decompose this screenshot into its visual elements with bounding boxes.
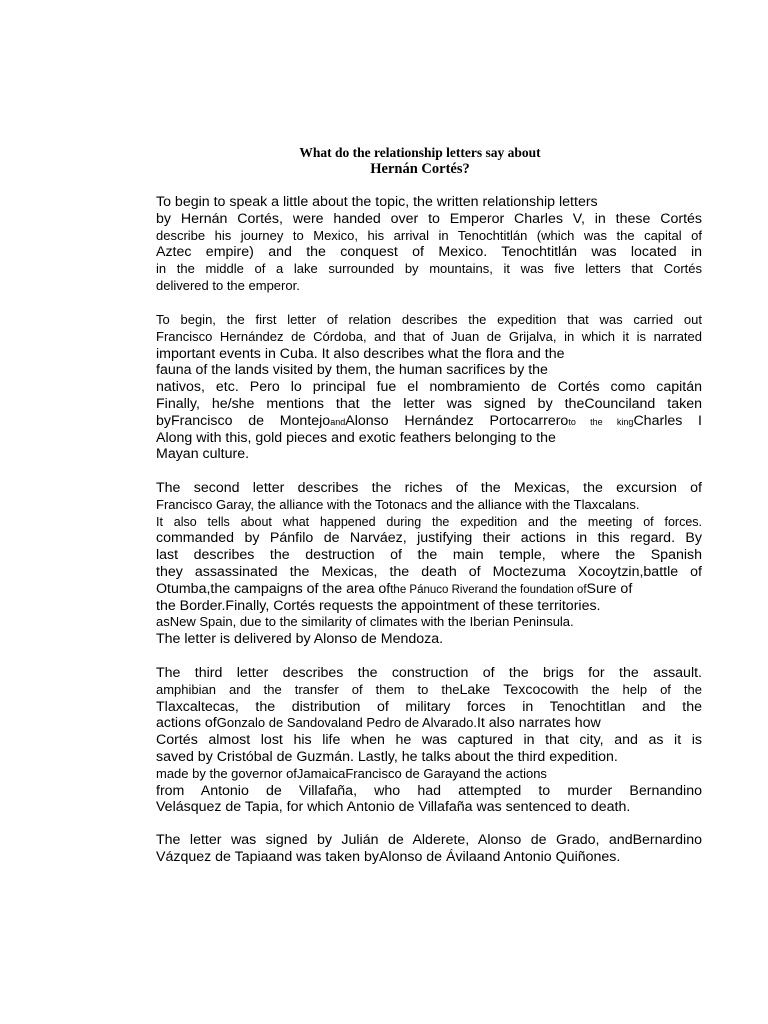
text-line: The letter is delivered by Alonso de Mendoza. bbox=[156, 631, 444, 648]
text-line: Francisco Garay, the alliance with the Totonacs and the alliance with the Tlaxcalans. bbox=[156, 496, 640, 512]
text-line: fauna of the lands visited by them, the human sacrifices by the bbox=[156, 362, 548, 379]
text-line: commanded by Pánfilo de Narváez, justifying their actions in this regard. By bbox=[156, 530, 702, 547]
text-span: Charles I bbox=[633, 412, 702, 429]
text-span: Alonso Hernández Portocarrero bbox=[345, 412, 569, 429]
text-line: It also tells about what happened during the expedition and the meeting of forces. bbox=[156, 514, 702, 529]
paragraph-2 bbox=[156, 312, 702, 463]
text-line: To begin, the first letter of relation describes the expedition that was carried out bbox=[156, 312, 702, 327]
text-span: Sure of bbox=[586, 580, 633, 597]
title-line-1: What do the relationship letters say about bbox=[299, 145, 541, 160]
text-line: Cortés almost lost his life when he was captured in that city, and as it is bbox=[156, 732, 702, 749]
text-line: saved by Cristóbal de Guzmán. Lastly, he talks about the third expedition. bbox=[156, 748, 618, 765]
text-line: The letter was signed by Julián de Alderete, Alonso de Grado, andBernardino bbox=[156, 832, 702, 848]
text-line: Vázquez de Tapiaand was taken byAlonso de Ávilaand Antonio Quiñones. bbox=[156, 848, 621, 865]
text-span: Otumba,the campaigns of the area of bbox=[156, 580, 391, 597]
paragraph-3 bbox=[156, 480, 702, 648]
text-span-small: and bbox=[330, 416, 346, 427]
text-line: To begin to speak a little about the topic, the written relationship letters bbox=[156, 194, 598, 210]
text-line: describe his journey to Mexico, his arrival in Tenochtitlán (which was the capital of bbox=[156, 227, 702, 243]
text-line: The third letter describes the construction of the brigs for the assault. bbox=[156, 665, 702, 681]
text-line bbox=[156, 581, 702, 598]
text-line: by Hernán Cortés, were handed over to Emperor Charles V, in these Cortés bbox=[156, 210, 702, 227]
title-line-2: Hernán Cortés? bbox=[370, 161, 470, 177]
text-line bbox=[156, 682, 702, 699]
text-line bbox=[156, 413, 702, 430]
paragraph-4 bbox=[156, 665, 702, 816]
text-line: asNew Spain, due to the similarity of climates with the Iberian Peninsula. bbox=[156, 614, 574, 630]
text-span: byFrancisco de Montejo bbox=[156, 412, 331, 429]
text-line: Along with this, gold pieces and exotic feathers belonging to the bbox=[156, 429, 556, 446]
text-line: made by the governor ofJamaicaFrancisco de Garayand the actions bbox=[156, 765, 547, 781]
text-line: Aztec empire) and the conquest of Mexico. Tenochtitlán was located in bbox=[156, 244, 702, 261]
text-span-small: to the king bbox=[568, 416, 634, 427]
text-line: important events in Cuba. It also describes what the flora and the bbox=[156, 345, 565, 362]
text-line: they assassinated the Mexicas, the death of Moctezuma Xocoytzin,battle of bbox=[156, 563, 702, 580]
text-span: Gonzalo de Sandoval bbox=[216, 715, 342, 731]
text-span: with the help of the bbox=[555, 681, 702, 697]
text-span: and Pedro de Alvarado. bbox=[341, 715, 477, 731]
text-span: actions of bbox=[156, 715, 217, 732]
text-line: nativos, etc. Pero lo principal fue el nombramiento de Cortés como capitán bbox=[156, 379, 702, 396]
text-span: amphibian and the transfer of them to the bbox=[156, 681, 460, 697]
text-line: from Antonio de Villafaña, who had attempted to murder Bernandino bbox=[156, 782, 702, 799]
paragraph-5 bbox=[156, 832, 702, 866]
text-line: Tlaxcaltecas, the distribution of military forces in Tenochtitlan and the bbox=[156, 698, 702, 715]
text-line bbox=[156, 715, 702, 732]
text-line: in the middle of a lake surrounded by mountains, it was five letters that Cortés bbox=[156, 261, 702, 277]
text-line: the Border.Finally, Cortés requests the appointment of these territories. bbox=[156, 597, 601, 614]
text-span: It also narrates how bbox=[476, 715, 601, 732]
text-line: delivered to the emperor. bbox=[156, 277, 300, 293]
text-span: Lake Texcoco bbox=[459, 681, 556, 698]
text-span-small: the Pánuco Riverand the foundation of bbox=[390, 583, 587, 596]
text-line: Francisco Hernández de Córdoba, and that of Juan de Grijalva, in which it is narrated bbox=[156, 328, 702, 344]
text-line: Finally, he/she mentions that the letter was signed by theCounciland taken bbox=[156, 395, 702, 412]
paragraph-1 bbox=[156, 194, 702, 295]
text-line: Mayan culture. bbox=[156, 446, 250, 463]
text-line: Velásquez de Tapia, for which Antonio de Villafaña was sentenced to death. bbox=[156, 799, 631, 816]
text-line: last describes the destruction of the main temple, where the Spanish bbox=[156, 547, 702, 564]
text-line: The second letter describes the riches of the Mexicas, the excursion of bbox=[156, 480, 702, 496]
